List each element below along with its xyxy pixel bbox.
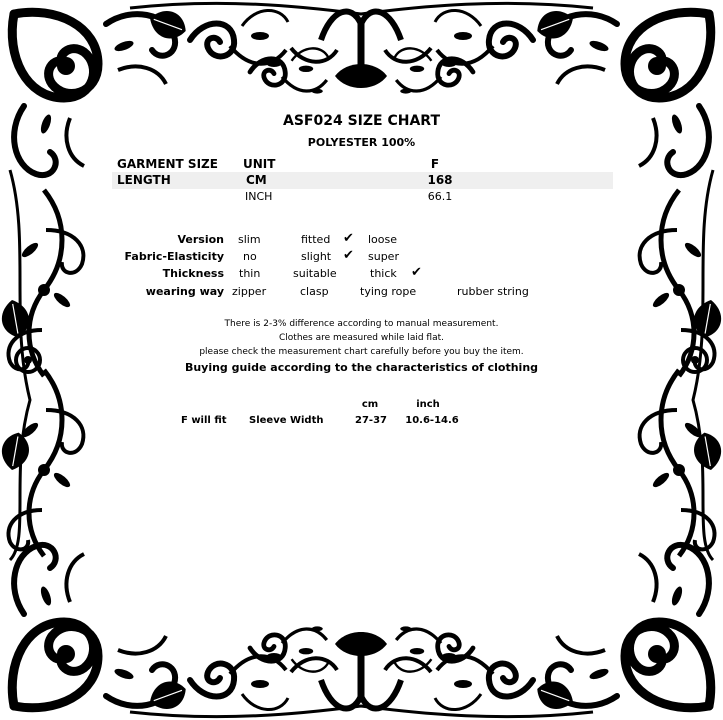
fit-cm-value: 27-37 [355, 415, 387, 426]
garment-size-header: GARMENT SIZE [117, 157, 218, 171]
length-inch-value: 66.1 [427, 190, 453, 203]
buying-guide-heading: Buying guide according to the characteristics of clothing [184, 361, 539, 374]
fit-label: F will fit [181, 415, 227, 426]
attr-option: tying rope [360, 285, 417, 298]
attr-option: fitted [301, 233, 331, 246]
note-check-chart: please check the measurement chart carefully before you buy the item. [199, 347, 524, 357]
attr-label-thickness: Thickness [162, 267, 224, 280]
fit-header-cm: cm [361, 399, 379, 410]
unit-header: UNIT [243, 157, 276, 171]
size-header: F [430, 157, 440, 171]
unit-inch: INCH [245, 190, 273, 203]
attr-option: slim [238, 233, 261, 246]
attr-label-version: Version [177, 233, 224, 246]
attr-option: zipper [232, 285, 267, 298]
attr-option: rubber string [457, 285, 529, 298]
length-label: LENGTH [117, 173, 171, 187]
attr-option: loose [368, 233, 398, 246]
checkmark-icon: ✔ [343, 231, 354, 246]
fit-inch-value: 10.6-14.6 [405, 415, 459, 426]
page-title: ASF024 SIZE CHART [283, 113, 440, 129]
attr-option: thin [239, 267, 261, 280]
attr-option: clasp [300, 285, 329, 298]
highlight-row [112, 172, 613, 189]
attr-option: thick [370, 267, 397, 280]
attr-label-wearing-way: wearing way [145, 285, 224, 298]
attr-label-fabric-elasticity: Fabric-Elasticity [124, 250, 224, 263]
unit-cm: CM [246, 173, 267, 187]
material-label: POLYESTER 100% [307, 136, 416, 149]
note-measurement-difference: There is 2-3% difference according to manual measurement. [224, 319, 499, 329]
attr-option: slight [301, 250, 332, 263]
checkmark-icon: ✔ [343, 248, 354, 263]
attr-option: suitable [293, 267, 337, 280]
fit-measure-name: Sleeve Width [249, 415, 324, 426]
fit-header-inch: inch [416, 399, 440, 410]
checkmark-icon: ✔ [411, 265, 422, 280]
attr-option: no [243, 250, 257, 263]
note-laid-flat: Clothes are measured while laid flat. [279, 333, 444, 343]
attr-option: super [368, 250, 399, 263]
length-cm-value: 168 [427, 173, 453, 187]
